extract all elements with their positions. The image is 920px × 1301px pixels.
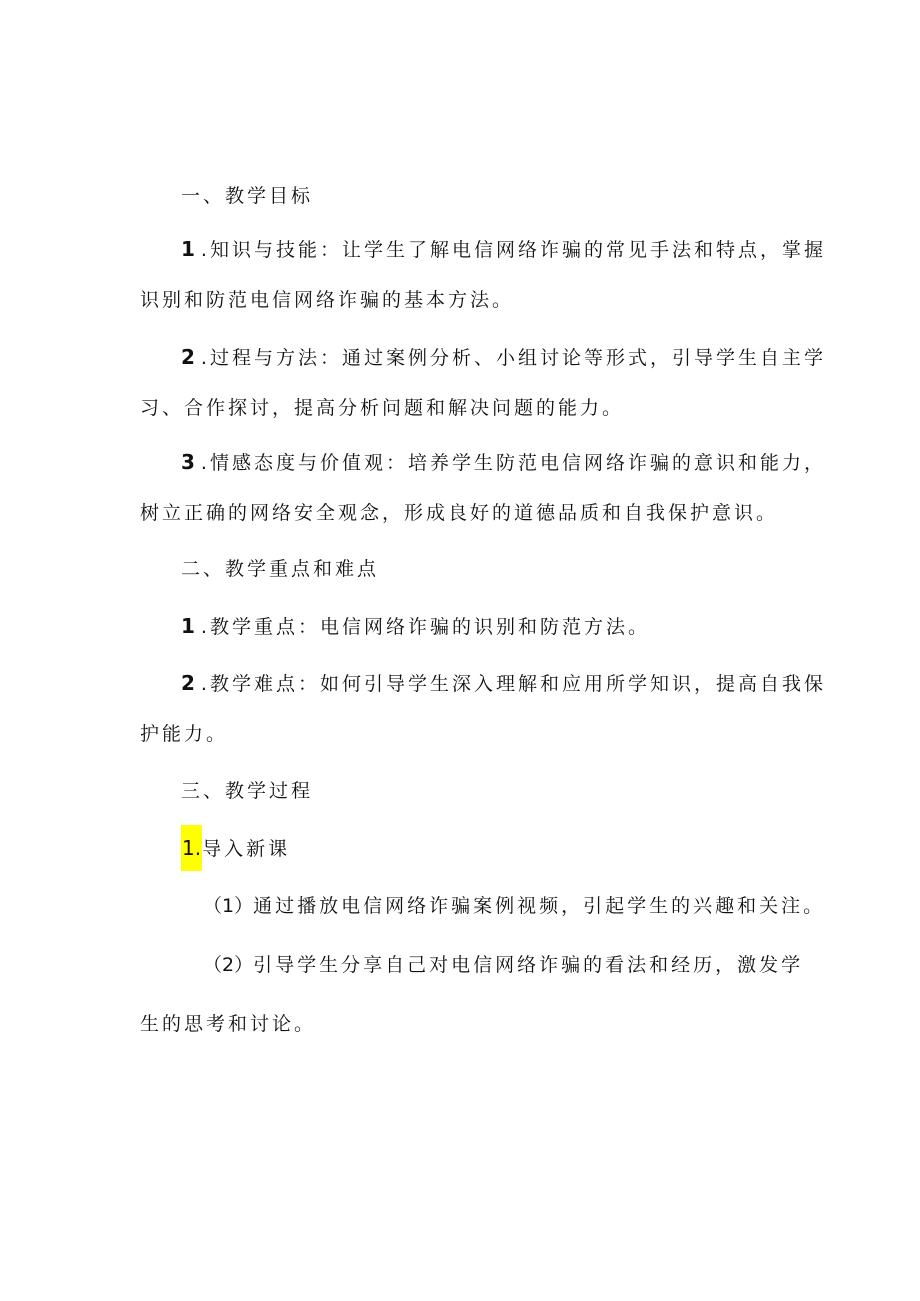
key-point-1-line-1 bbox=[181, 612, 650, 641]
item-text: .过程与方法：通过案例分析、小组讨论等形式，引导学生自主学 bbox=[200, 347, 826, 369]
item-number: 1 bbox=[181, 614, 195, 638]
process-step-1 bbox=[181, 834, 290, 871]
section-heading-objectives: 一、教学目标 bbox=[181, 185, 314, 207]
objective-1-line-2: 识别和防范电信网络诈骗的基本方法。 bbox=[140, 289, 515, 311]
objective-2-line-2: 习、合作探讨，提高分析问题和解决问题的能力。 bbox=[140, 397, 625, 419]
item-text: .教学重点：电信网络诈骗的识别和防范方法。 bbox=[200, 616, 650, 638]
subitem-marker: （1） bbox=[203, 895, 254, 917]
item-text: .情感态度与价值观：培养学生防范电信网络诈骗的意识和能力， bbox=[200, 452, 826, 474]
section-heading-key-points: 二、教学重点和难点 bbox=[181, 558, 380, 580]
subitem-marker: （2） bbox=[203, 954, 254, 976]
highlighted-step-number: 1. bbox=[181, 825, 202, 871]
objective-1-line-1 bbox=[181, 235, 826, 264]
process-subitem-1-line-1 bbox=[203, 892, 825, 920]
step-title: 导入新课 bbox=[202, 838, 291, 860]
item-text: .教学难点：如何引导学生深入理解和应用所学知识，提高自我保 bbox=[200, 673, 826, 695]
item-number: 3 bbox=[181, 450, 195, 474]
item-number: 1 bbox=[181, 237, 195, 261]
section-heading-process: 三、教学过程 bbox=[181, 780, 314, 802]
objective-3-line-1 bbox=[181, 448, 826, 477]
key-point-2-line-1 bbox=[181, 669, 826, 698]
item-number: 2 bbox=[181, 671, 195, 695]
subitem-text: 引导学生分享自己对电信网络诈骗的看法和经历，激发学 bbox=[253, 954, 804, 976]
objective-2-line-1 bbox=[181, 343, 826, 372]
item-text: .知识与技能：让学生了解电信网络诈骗的常见手法和特点，掌握 bbox=[200, 239, 826, 261]
item-number: 2 bbox=[181, 345, 195, 369]
key-point-2-line-2: 护能力。 bbox=[140, 723, 229, 745]
process-subitem-2-line-1 bbox=[203, 951, 803, 979]
subitem-text: 通过播放电信网络诈骗案例视频，引起学生的兴趣和关注。 bbox=[253, 895, 826, 917]
objective-3-line-2: 树立正确的网络安全观念，形成良好的道德品质和自我保护意识。 bbox=[140, 502, 779, 524]
process-subitem-2-line-2: 生的思考和讨论。 bbox=[140, 1013, 317, 1035]
